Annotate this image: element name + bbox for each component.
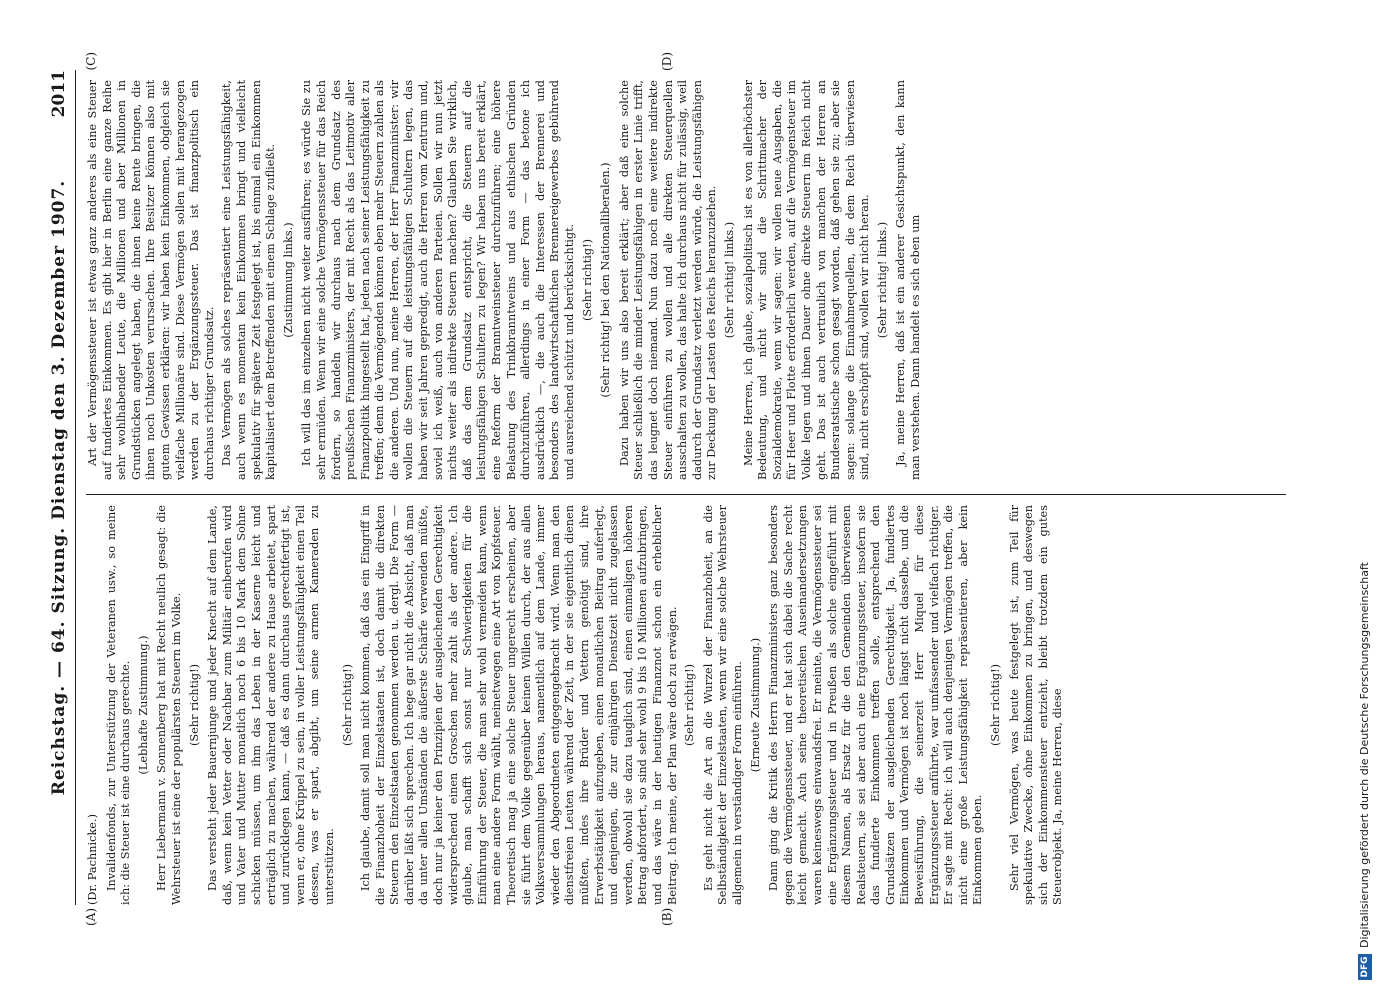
interjection: (Sehr richtig!) xyxy=(340,663,354,747)
paragraph: Ja, meine Herren, daß ist ein anderer Gesichtspunkt, den kann man verstehen. Dann handelt es sich eben um xyxy=(894,80,923,480)
paragraph: Dazu haben wir uns also bereit erklärt; aber daß eine solche Steuer schließlich die minder Leistungsfähigen in erster Linie trifft, das leugnet doch niemand. Nun dazu noch eine weitere indirekte Steuer einführen zu wollen und alle direkten Steuerquellen ausschalten zu wollen, das halte ich durchaus nicht für zulässig, weil dadurch der Grundsatz verletzt werden würde, die Leistungsfähigen zur Deckung der Lasten des Reichs heranzuziehen. xyxy=(617,80,719,480)
right-column xyxy=(86,80,1286,480)
interjection: (Sehr richtig! links.) xyxy=(875,221,889,339)
paragraph: Meine Herren, ich glaube, sozialpolitisch ist es von allerhöchster Bedeutung, und nicht wir sind die Schrittmacher der Sozialdemokratie, wenn wir sagen: wir wollen neue Ausgaben, die für Heer und Flotte erforderlich werden, auf die Vermögensteuer im Volke legen und ihnen Dauer ohne direkte Steuern im Reich nicht geht. Das ist auch vertraulich von manchen der Herren an Bundesratstische schon gesagt worden, daß gehen sie zu; aber sie sagen: solange die Einnahmequellen, die dem Reich überwiesen sind, nicht erschöpft sind, wollen wir nicht heran. xyxy=(741,80,872,480)
interjection: (Sehr richtig!) xyxy=(683,663,697,747)
paragraph: Herr Liebermann v. Sonnenberg hat mit Recht neulich gesagt: die Wehrsteuer ist eine der populärsten Steuern im Volke. xyxy=(155,505,183,905)
interjection: (Zustimmung links.) xyxy=(281,222,295,338)
paragraph: Invalidenfonds, zur Unterstützung der Veteranen usw., so meine ich: die Steuer ist eine durchaus gerechte. xyxy=(104,505,133,905)
paragraph: Art der Vermögenssteuer ist etwas ganz anderes als eine Steuer auf fundiertes Einkommen. Es gibt hier in Berlin eine ganze Reihe sehr wohlhabender Leute, die Millionen und aber Millionen in Grundstücken angelegt haben, die ihnen keine Rente bringen, die ihnen noch Unkosten verursachen. Ihre Besitzer können also mit gutem Gewissen erklären: wir haben kein Einkommen, obgleich sie vielfache Millionäre sind. Diese Vermögen sollen mit herangezogen werden zu der Ergänzungssteuer. Das ist finanzpolitisch ein durchaus richtiger Grundsatz. xyxy=(86,80,216,480)
interjection: (Sehr richtig!) xyxy=(580,238,594,322)
interjection: (Sehr richtig! bei den Nationalliberalen.) xyxy=(599,162,613,398)
paragraph: Dann ging die Kritik des Herrn Finanzministers ganz besonders gegen die Vermögenssteuer, und er hat sich dabei die Sache recht leicht gemacht. Auch seine theoretischen Auseinandersetzungen waren keineswegs einwandsfrei. Er meinte, die Vermögenssteuer sei eine Ergänzungssteuer und in Preußen als solche eingeführt mit diesem Namen, als Ersatz für die den Gemeinden überwiesenen Realsteuern, sie sei aber auch eine Ergänzungssteuer, insofern sie das fundierte Einkommen treffen solle, entsprechend den Grundsätzen der ausgleichenden Gerechtigkeit. Ja, fundiertes Einkommen und Vermögen ist noch längst nicht dasselbe, und die Beweisführung, die seinerzeit Herr Miquel für diese Ergänzungssteuer anführte, war umfassender und vielfach richtiger. Er sagte mit Recht: ich will auch denjenigen Vermögen treffen, die nicht eine große Leistungsfähigkeit repräsentieren, aber kein Einkommen geben. xyxy=(767,505,985,905)
interjection: (Erneute Zustimmung.) xyxy=(748,637,762,773)
paragraph: Ich will das im einzelnen nicht weiter ausführen; es würde Sie zu sehr ermüden. Wenn wir eine solche Vermögenssteuer für das Reich fordern, so handeln wir durchaus nach dem Grundsatz des preußischen Finanzministers, der mit Recht als das Leitmotiv aller Finanzpolitik hingestellt hat, jeden nach seiner Leistungsfähigkeit zu treffen; denn die Vermögenden können eben mehr Steuern zahlen als die anderen. Und nun, meine Herren, der Herr Finanzminister: wir wollen die Steuern auf die leistungsfähigen Schultern legen, das haben wir seit Jahren gepredigt, auch die Herren vom Zentrum und, soviel ich weiß, auch von anderen Parteien. Sollen wir nun jetzt nichts weiter als indirekte Steuern machen? Glauben Sie wirklich, daß das dem Grundsatz entspricht, die Steuern auf die leistungsfähigen Schultern zu legen? Wir haben uns bereit erklärt, eine Reform der Branntweinsteuer durchzuführen; eine höhere Belastung des Trinkbranntweins und aus ethischen Gründen durchzuführen, allerdings in einer Form — das betone ich ausdrücklich —, die auch die Interessen der Brennerei und besonders des landwirtschaftlichen Brennereigewerbes gebührend und ausreichend schützt und berücksichtigt. xyxy=(300,80,576,480)
digitization-credit xyxy=(1355,0,1377,980)
speaker-name: (Dr. Pachnicke.) xyxy=(86,814,99,905)
paragraph: Sehr viel Vermögen, was heute festgelegt ist, zum Teil für spekulative Zwecke, ohne Einkommen zu bringen, und deswegen sich der Einkommensteuer entzieht, bleibt trotzdem ein gutes Steuerobjekt. Ja, meine Herren, diese xyxy=(1007,505,1065,905)
left-column xyxy=(86,505,1286,905)
interjection: (Lebhafte Zustimmung.) xyxy=(136,635,150,775)
margin-marker-b: (B) xyxy=(660,907,674,926)
paragraph: Das Vermögen als solches repräsentiert eine Leistungsfähigkeit, auch wenn es momentan kein Einkommen bringt und vielleicht spekulativ für spätere Zeit festgelegt ist, bis einmal ein Einkommen kapitalisiert dem Betreffenden mit einem Schlage zufließt. xyxy=(220,80,278,480)
page-header xyxy=(45,70,76,905)
dfg-logo: DFG xyxy=(1358,954,1372,980)
margin-marker-c: (C) xyxy=(84,52,98,71)
page-number: 2011 xyxy=(49,70,69,118)
column-divider xyxy=(86,494,1286,495)
page-title: Reichstag. — 64. Sitzung. Dienstag den 3. Dezember 1907. xyxy=(49,179,69,796)
paragraph: Ich glaube, damit soll man nicht kommen, daß das ein Eingriff in die Finanzhoheit der Einzelstaaten ist, doch damit die direkten Steuern den Einzelstaaten genommen werden u. dergl. Die Form — darüber läßt sich sprechen. Ich hege gar nicht die Absicht, daß man da unter allen Umständen die äußerste Schärfe verwenden müßte, doch nur ja keiner den Prinzipien der ausgleichenden Gerechtigkeit widersprechend einen Groschen mehr zahlt als der andere. Ich glaube, man schafft sich sonst nur Schwierigkeiten für die Einführung der Steuer, die man sehr wohl vermeiden kann, wenn man eine andere Form wählt, meinetwegen eine Art von Kopfsteuer. Theoretisch mag ja eine solche Steuer ungerecht erscheinen, aber sie führt dem Volke gegenüber keinen Willen durch, der aus allen Volksversammlungen heraus, namentlich auf dem Lande, immer wieder den Abgeordneten entgegengebracht wird. Wenn man den dienstfreien Leuten während der Zeit, in der sie eigentlich dienen müßten, indes ihre Brüder und Vettern genötigt sind, ihre Erwerbstätigkeit aufzugeben, einen monatlichen Beitrag auferlegt, und denjenigen, die zur einjährigen Dienstzeit nicht zugelassen werden, obwohl sie dazu tauglich sind, einen einmaligen höheren Betrag abfordert, so sind sehr wohl 9 bis 10 Millionen aufzubringen, und das wäre in der heutigen Finanznot schon ein erheblicher Beitrag. Ich meine, der Plan wäre doch zu erwägen. xyxy=(359,505,679,905)
interjection: (Sehr richtig!) xyxy=(989,663,1003,747)
paragraph: Es geht nicht die Art an die Wurzel der Finanzhoheit, an die Selbständigkeit der Einzelstaaten, wenn wir eine solche Wehrsteuer allgemein in verständiger Form einführen. xyxy=(701,505,744,905)
credit-text: Digitalisierung gefördert durch die Deutsche Forschungsgemeinschaft xyxy=(1358,562,1371,948)
interjection: (Sehr richtig!) xyxy=(187,663,201,747)
paragraph: Das versteht jeder Bauernjunge und jeder Knecht auf dem Lande, daß, wenn kein Vetter oder Nachbar zum Militär einberufen wird und Vater und Mutter monatlich noch 6 bis 10 Mark dem Sohne schicken müssen, um ihm das Leben in der Kaserne leicht und erträglich zu machen, während der andere zu Hause arbeitet, spart und zurücklegen kann, — daß es dann durchaus gerechtfertigt ist, wenn er, ohne Krüppel zu sein, in voller Leistungsfähigkeit einen Teil dessen, was er spart, abgibt, um seine armen Kameraden zu unterstützen. xyxy=(206,505,336,905)
margin-marker-a: (A) xyxy=(84,907,98,926)
interjection: (Sehr richtig! links.) xyxy=(722,221,736,339)
margin-marker-d: (D) xyxy=(660,52,674,71)
